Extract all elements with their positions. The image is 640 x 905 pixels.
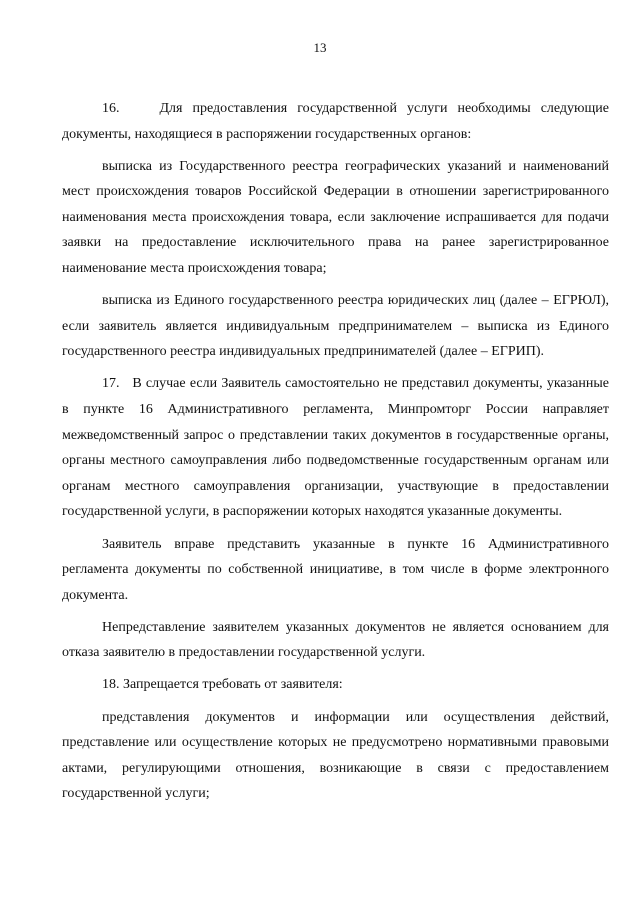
paragraph-own-initiative: Заявитель вправе представить указанные в пункте 16 Административного регламента документы по собственной инициативе, в том числе в форме электронного документа. — [62, 536, 609, 603]
paragraph-16-intro: 16. Для предоставления государственной услуги необходимы следующие документы, находящиеся в распоряжении государственных органов: — [62, 101, 609, 142]
paragraph-extract-egrul: выписка из Единого государственного реестра юридических лиц (далее – ЕГРЮЛ), если заявитель является индивидуальным предпринимателем – выписка из Единого государственного реестра индивидуальных предпринимателей (далее – ЕГРИП). — [62, 293, 609, 360]
paragraph-prohibited-requirements: представления документов и информации или осуществления действий, представление или осуществление которых не предусмотрено нормативными правовыми актами, регулирующими отношения, возникающие в связи с предоставлением государственной услуги; — [62, 709, 609, 802]
document-body — [62, 96, 609, 813]
paragraph-17: 17. В случае если Заявитель самостоятельно не представил документы, указанные в пункте 16 Административного регламента, Минпромторг России направляет межведомственный запрос о представлении таких документов в государственные органы, органы местного самоуправления либо подведомственные государственным органам или органам местного самоуправления организации, участвующие в предоставлении государственной услуги, в распоряжении которых находятся указанные документы. — [62, 376, 609, 520]
page-number: 13 — [313, 40, 327, 55]
paragraph-extract-gi-registry: выписка из Государственного реестра географических указаний и наименований мест происхождения товаров Российской Федерации в отношении зарегистрированного наименования места происхождения товара, если заключение испрашивается для подачи заявки на предоставление исключительного права на ранее зарегистрированное наименование места происхождения товара; — [62, 158, 609, 277]
paragraph-non-submission: Непредставление заявителем указанных документов не является основанием для отказа заявителю в предоставлении государственной услуги. — [62, 619, 609, 661]
paragraph-18: 18. Запрещается требовать от заявителя: — [102, 677, 343, 693]
